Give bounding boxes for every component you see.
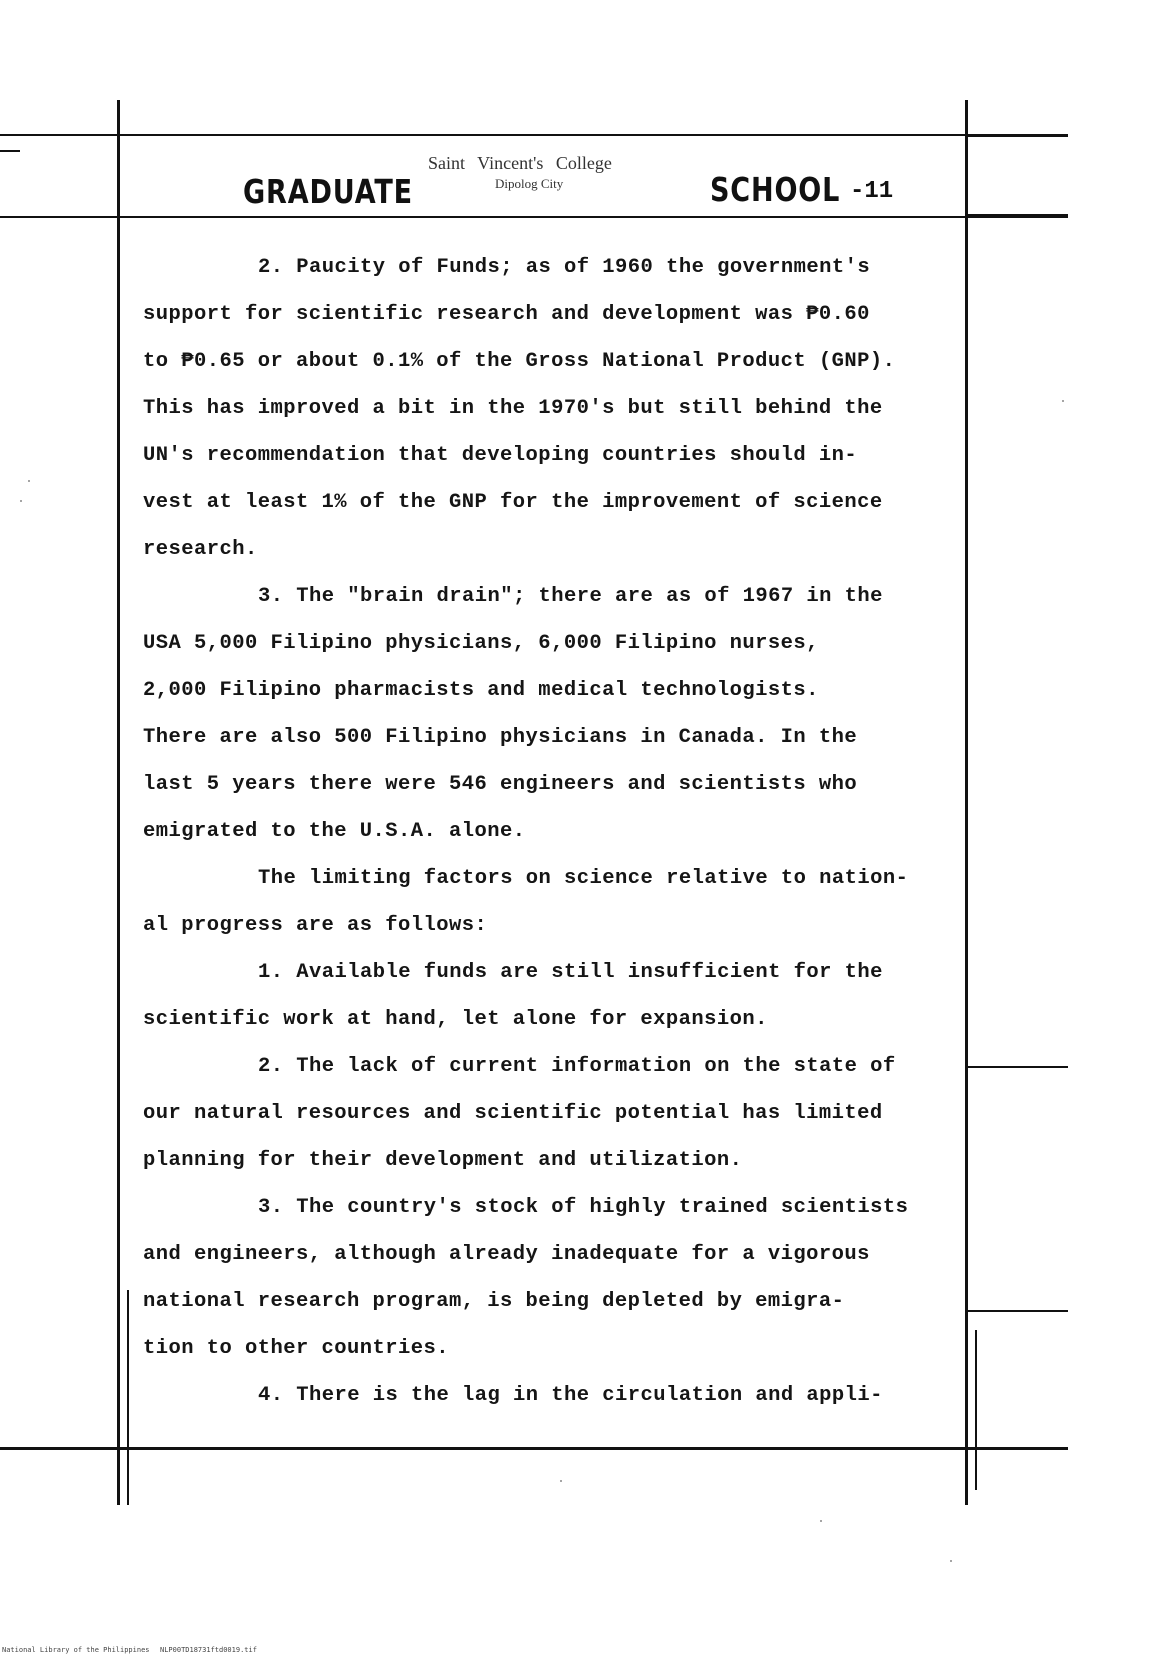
body-line: UN's recommendation that developing countries should in- xyxy=(143,444,858,467)
page-number: -11 xyxy=(850,178,894,205)
header-graduate: GRADUATE xyxy=(243,172,413,211)
body-line: our natural resources and scientific potential has limited xyxy=(143,1102,883,1125)
body-line: This has improved a bit in the 1970's but still behind the xyxy=(143,397,883,420)
left-edge-stub xyxy=(0,150,20,152)
body-line: 1. Available funds are still insufficient for the xyxy=(258,961,883,984)
header-bottom-rule-right xyxy=(968,214,1068,217)
header-school: SCHOOL xyxy=(710,170,841,209)
right-margin-stub-2 xyxy=(968,1310,1068,1312)
city-name: Dipolog City xyxy=(495,176,564,191)
body-line: 4. There is the lag in the circulation and appli- xyxy=(258,1384,883,1407)
body-line: There are also 500 Filipino physicians in Canada. In the xyxy=(143,726,858,749)
body-line: emigrated to the U.S.A. alone. xyxy=(143,820,526,843)
body-line: 3. The "brain drain"; there are as of 1967 in the xyxy=(258,585,883,608)
header-bottom-rule xyxy=(0,216,1068,218)
body-line: The limiting factors on science relative to nation- xyxy=(258,867,909,890)
header-top-rule-right xyxy=(968,134,1068,137)
body-line: tion to other countries. xyxy=(143,1337,450,1360)
right-margin-rule-inner xyxy=(975,1330,977,1490)
body-line: 3. The country's stock of highly trained scientists xyxy=(258,1196,909,1219)
scan-speck xyxy=(20,500,22,502)
scan-speck xyxy=(560,1480,562,1482)
body-line: 2. The lack of current information on the state of xyxy=(258,1055,896,1078)
scan-speck xyxy=(950,1560,952,1562)
body-line: national research program, is being depleted by emigra- xyxy=(143,1290,845,1313)
scan-speck xyxy=(28,480,30,482)
header-top-rule xyxy=(0,134,1068,136)
body-line: 2. Paucity of Funds; as of 1960 the government's xyxy=(258,256,871,279)
body-line: to ₱0.65 or about 0.1% of the Gross National Product (GNP). xyxy=(143,350,896,373)
body-line: last 5 years there were 546 engineers and scientists who xyxy=(143,773,858,796)
right-margin-stub-1 xyxy=(968,1066,1068,1068)
footer-library: National Library of the Philippines xyxy=(2,1646,150,1654)
scan-speck xyxy=(820,1520,822,1522)
body-line: and engineers, although already inadequate for a vigorous xyxy=(143,1243,870,1266)
college-name: Saint Vincent's College xyxy=(428,153,612,173)
body-line: support for scientific research and development was ₱0.60 xyxy=(143,303,870,326)
left-margin-rule-inner xyxy=(127,1290,129,1505)
body-line: 2,000 Filipino pharmacists and medical technologists. xyxy=(143,679,819,702)
body-line: USA 5,000 Filipino physicians, 6,000 Filipino nurses, xyxy=(143,632,819,655)
scan-speck xyxy=(1062,400,1064,402)
body-line: planning for their development and utilization. xyxy=(143,1149,743,1172)
footer-rule xyxy=(0,1447,1068,1450)
body-line: scientific work at hand, let alone for expansion. xyxy=(143,1008,768,1031)
left-margin-rule xyxy=(117,100,120,1505)
right-margin-rule xyxy=(965,100,968,1505)
body-line: al progress are as follows: xyxy=(143,914,488,937)
body-line: vest at least 1% of the GNP for the improvement of science xyxy=(143,491,883,514)
body-line: research. xyxy=(143,538,258,561)
footer-file-id: NLP00TD18731ftd0019.tif xyxy=(160,1646,257,1654)
